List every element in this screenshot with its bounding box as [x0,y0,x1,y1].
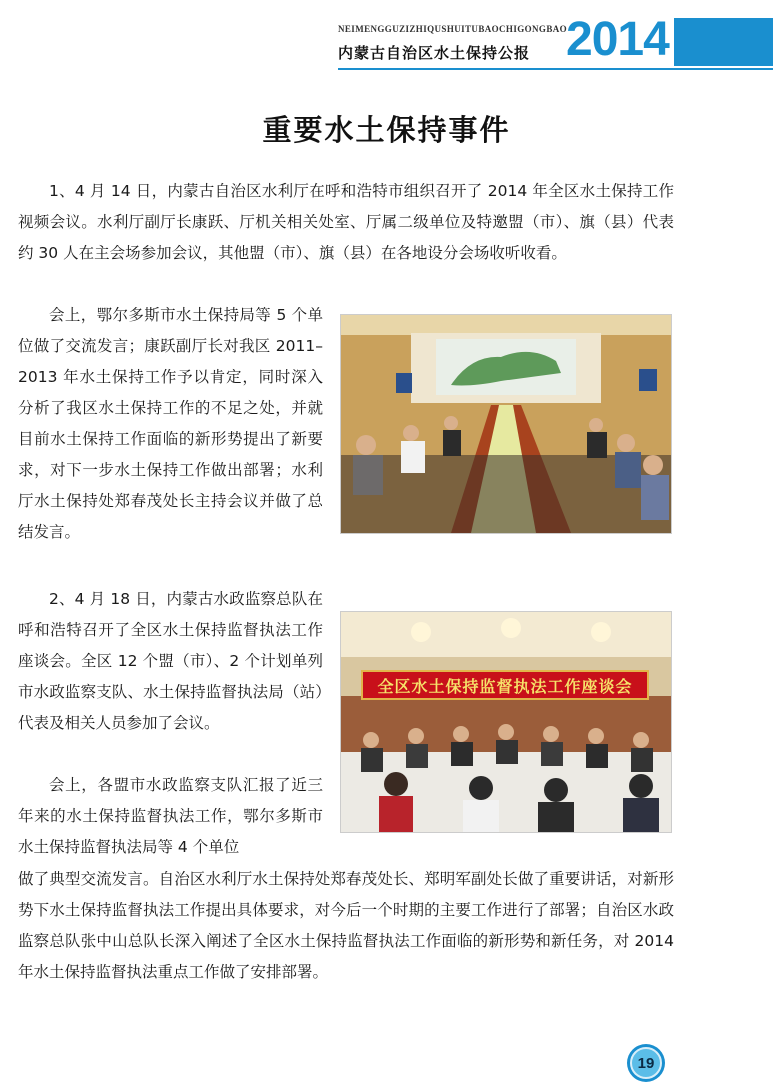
header-title: 内蒙古自治区水土保持公报 [338,44,531,62]
page-number-badge [627,1044,665,1082]
page-number: 19 [630,1047,662,1079]
forum-banner-text: 全区水土保持监督执法工作座谈会 [377,676,633,696]
paragraph-1: 1、4 月 14 日，内蒙古自治区水利厅在呼和浩特市组织召开了 2014 年全区水土保持工作视频会议。水利厅副厅长康跃、厅机关相关处室、厅属二级单位及特邀盟（市）、旗（县）代表约 30 人在主会场参加会议，其他盟（市）、旗（县）在各地设分会场收听收看。 [18,182,674,262]
header-accent-bar [674,18,773,66]
paragraph-2: 会上，鄂尔多斯市水土保持局等 5 个单位做了交流发言；康跃副厅长对我区 2011–2013 年水土保持工作予以肯定，同时深入分析了我区水土保持工作的不足之处，并就目前水土保持工作面临的新形势提出了新要求，对下一步水土保持工作做出部署；水利厅水土保持处郑春茂处长主持会议并做了总结发言。 [18,306,323,541]
paragraph-3: 2、4 月 18 日，内蒙古水政监察总队在呼和浩特召开了全区水土保持监督执法工作座谈会。全区 12 个盟（市）、2 个计划单列市水政监察支队、水土保持监督执法局（站）代表及相关人员参加了会议。 [18,590,323,732]
header-rule [338,68,773,70]
page-title: 重要水土保持事件 [262,113,511,147]
photo-video-conference [340,314,672,534]
photo-supervision-forum [340,611,672,833]
paragraph-5: 做了典型交流发言。自治区水利厅水土保持处郑春茂处长、郑明军副处长做了重要讲话，对新形势下水土保持监督执法工作提出具体要求，对今后一个时期的主要工作进行了部署；自治区水政监察总队张中山总队长深入阐述了全区水土保持监督执法工作面临的新形势和新任务，对 2014 年水土保持监督执法重点工作做了安排部署。 [18,870,674,981]
forum-banner [361,670,649,700]
paragraph-4: 会上，各盟市水政监察支队汇报了近三年来的水土保持监督执法工作，鄂尔多斯市水土保持监督执法局等 4 个单位 [18,776,323,856]
header-pinyin: NEIMENGGUZIZHIQUSHUITUBAOCHIGONGBAO [338,24,568,34]
header-year: 2014 [566,13,669,66]
